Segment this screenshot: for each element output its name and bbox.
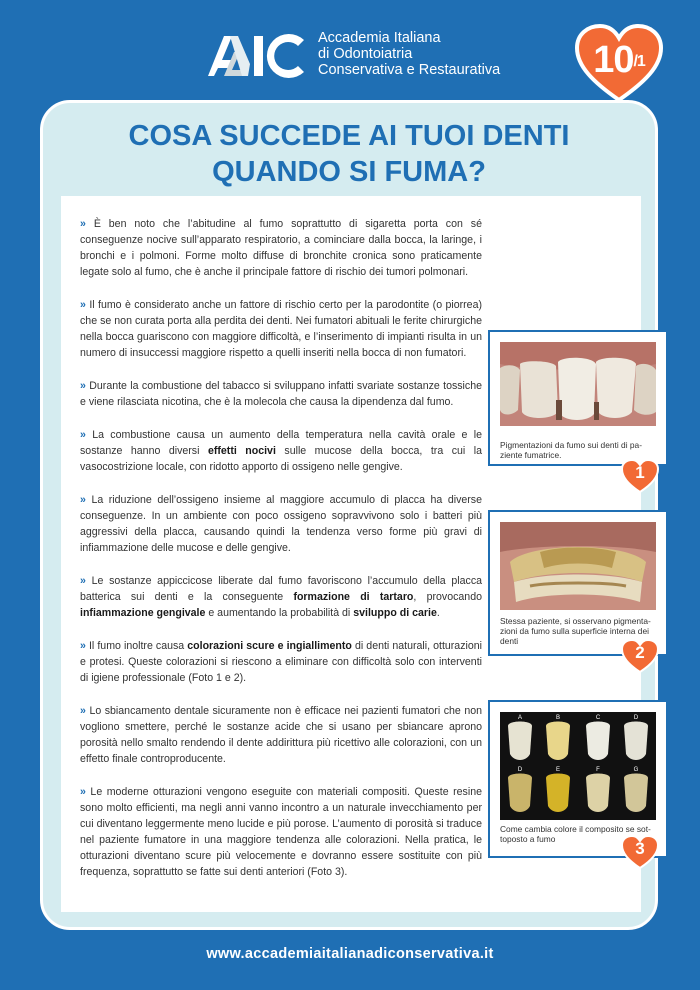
page-title — [40, 118, 658, 190]
emphasis-text: sviluppo di carie — [353, 607, 437, 619]
paragraph-text: Le sostanze appiccicose liberate dal fumo favoriscono l’accumulo della placca batterica sui denti e la conseguente — [80, 575, 483, 603]
bullet-marker: » — [80, 494, 86, 506]
caption-line: zioni da fumo sulla superficie interna dei — [500, 626, 649, 636]
org-line: di Odontoiatria — [318, 46, 413, 62]
photo-number-1 — [620, 458, 660, 494]
paragraph-text: , provocando — [413, 591, 482, 603]
paragraph-text: sulle mucose della bocca, tra cui la vasocostrizione locale, con ridotto apporto di ossigeno nelle gengive. — [80, 445, 482, 473]
photo-caption-1 — [500, 440, 658, 460]
sample-label-f: F — [596, 767, 600, 773]
emphasis-text: formazione di tartaro — [293, 591, 414, 603]
sample-label-c: C — [595, 715, 601, 721]
sample-label-d2: D — [517, 767, 523, 773]
paragraph — [80, 378, 482, 410]
paragraph — [80, 492, 482, 556]
paragraph — [80, 297, 482, 361]
sample-label-g: G — [633, 767, 639, 773]
caption-line: Stessa paziente, si osservano pigmenta- — [500, 616, 651, 626]
teeth-photo-1 — [500, 342, 656, 426]
paragraph-text: Durante la combustione del tabacco si sviluppano infatti svariate sostanze tossiche e viene rilasciata nicotina, che è la molecola che causa la dipendenza dal fumo. — [80, 380, 482, 408]
paragraph-text: di denti naturali, otturazioni e protesi. Queste colorazioni si riescono a eliminare con difficoltà solo con interventi di igiene professionale (Foto 1 e 2). — [80, 640, 482, 684]
emphasis-text: infiammazione gengivale — [80, 607, 206, 619]
sample-label-a: A — [517, 715, 523, 721]
paragraph — [80, 427, 482, 475]
paragraph-text: Le moderne otturazioni vengono eseguite con materiali compositi. Queste resine sono molto efficienti, ma negli anni vanno incontro a un naturale invecchiamento per cui diventano leggermente meno lucide e più porose. L’aumento di porosità si traduce nel paziente fumatore in una maggiore tendenza alle colorazioni. Nella pratica, le otturazioni diventano scure più velocemente e dovranno essere sostituite con più frequenza, soprattutto se fatte sui denti anteriori (Foto 3). — [80, 786, 482, 878]
issue-number — [573, 40, 665, 80]
bullet-marker: » — [80, 705, 86, 717]
paragraph — [80, 784, 482, 880]
composite-samples-photo — [500, 712, 656, 820]
organization-name — [318, 30, 500, 78]
sample-label-d: D — [633, 715, 639, 721]
bullet-marker: » — [80, 218, 86, 230]
paragraph-text: Il fumo è considerato anche un fattore di rischio certo per la parodontite (o piorrea) che se non curata porta alla perdita dei denti. Nei fumatori abituali le ferite chirurgiche nella bocca guariscono con maggiore difficoltà, e l’inserimento di impianti risulta in un numero di insuccessi maggiore rispetto a quelli inseriti nella bocca di non fumatori. — [80, 299, 482, 359]
teeth-photo-2 — [500, 522, 656, 610]
bullet-marker: » — [80, 429, 86, 441]
photo-card-2 — [488, 510, 668, 656]
title-line: COSA SUCCEDE AI TUOI DENTI — [128, 120, 570, 152]
paragraph-text: Il fumo inoltre causa — [88, 640, 188, 652]
caption-line: toposto a fumo — [500, 834, 556, 844]
bullet-marker: » — [80, 575, 86, 587]
emphasis-text: colorazioni scure e ingiallimento — [187, 640, 352, 652]
caption-line: Pigmentazioni da fumo sui denti di pa- — [500, 440, 642, 450]
paragraph-text: Lo sbiancamento dentale sicuramente non è efficace nei pazienti fumatori che non vogliono smettere, perché le sostanze acide che si usano per sbiancare aprono porosità nello smalto rendendo il dente addirittura più ricettivo alle colorazioni, con un effetto finale controproducente. — [80, 705, 482, 765]
paragraph-text: La combustione causa un aumento della temperatura nella cavità orale e le sostanze hanno diversi — [80, 429, 482, 457]
bullet-marker: » — [80, 786, 86, 798]
paragraph-text: . — [436, 607, 440, 619]
org-line: Accademia Italiana — [318, 30, 441, 46]
photo-number-3 — [620, 834, 660, 870]
paragraph — [80, 703, 482, 767]
article-body — [80, 216, 482, 897]
caption-line: ziente fumatrice. — [500, 450, 562, 460]
sample-label-e: E — [555, 767, 561, 773]
photo-card-1 — [488, 330, 668, 466]
emphasis-text: effetti nocivi — [207, 445, 276, 457]
title-line: QUANDO SI FUMA? — [212, 156, 486, 188]
website-link[interactable]: www.accademiaitalianadiconservativa.it — [206, 946, 494, 962]
bullet-marker: » — [80, 380, 86, 392]
photo-number-label: 3 — [635, 839, 645, 858]
paragraph — [80, 573, 482, 621]
paragraph-text: e aumentando la probabilità di — [205, 607, 354, 619]
org-line: Conservativa e Restaurativa — [318, 62, 501, 78]
photo-number-label: 1 — [635, 463, 645, 482]
issue-number-main: 10 — [593, 39, 634, 81]
bullet-marker: » — [80, 299, 86, 311]
paragraph — [80, 216, 482, 280]
photo-number-2 — [620, 638, 660, 674]
aic-logo — [204, 30, 308, 84]
caption-line: denti — [500, 636, 519, 646]
caption-line: Come cambia colore il composito se sot- — [500, 824, 651, 834]
photo-number-label: 2 — [635, 643, 645, 662]
paragraph — [80, 638, 482, 686]
paragraph-text: È ben noto che l’abitudine al fumo soprattutto di sigaretta porta con sé conseguenze nocive sull’apparato respiratorio, a cominciare dalla bocca, la laringe, i bronchi e i polmoni. Forme molto diffuse di bronchite cronica sono praticamente legate solo al fumo, che è anche il principale fattore di rischio dei tumori polmonari. — [80, 218, 482, 278]
sample-label-b: B — [555, 715, 561, 721]
paragraph-text: La riduzione dell’ossigeno insieme al maggiore accumulo di placca ha diverse conseguenze. In un ambiente con poco ossigeno sopravvivono solo i batteri più aggressivi della placca, causando quindi la tendenza verso forme più gravi di infiammazione delle mucose e delle gengive. — [80, 494, 482, 554]
issue-number-sub: /1 — [633, 53, 645, 70]
bullet-marker: » — [80, 640, 86, 652]
